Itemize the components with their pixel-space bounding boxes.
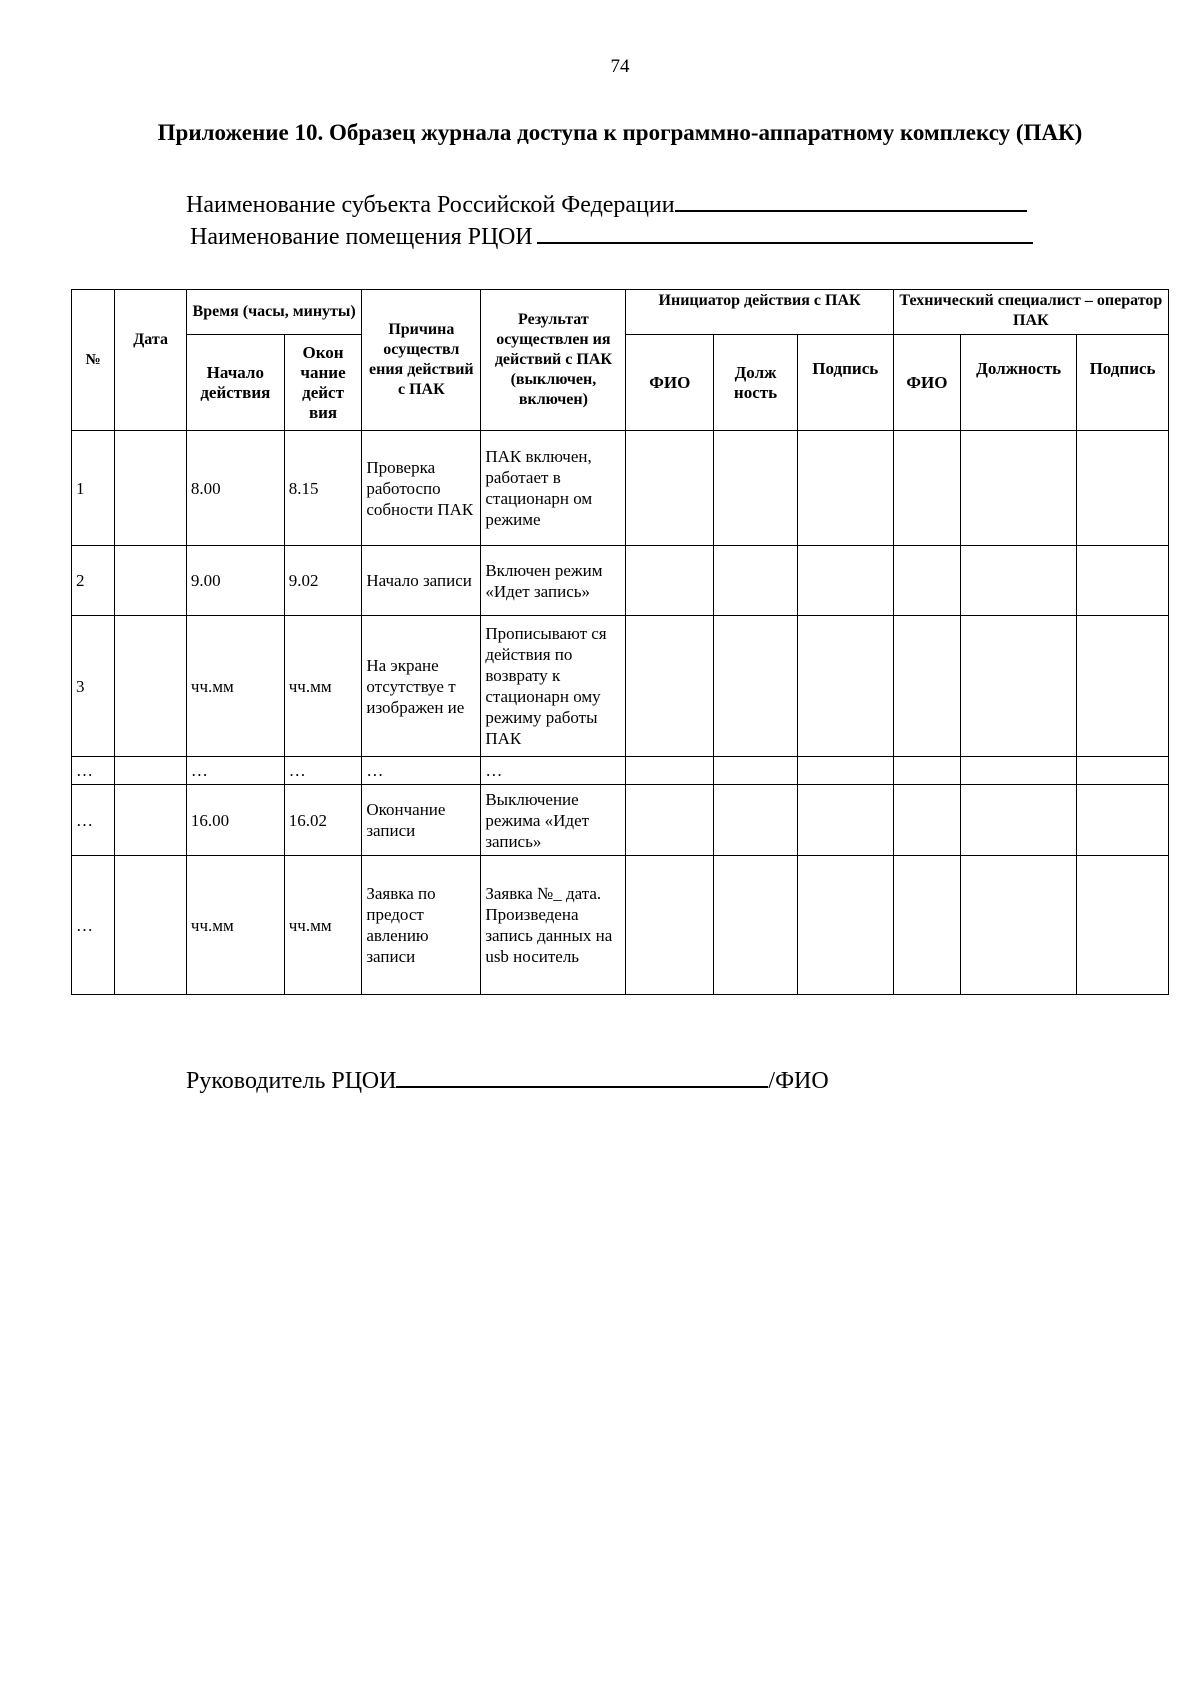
- header-initiator-group: Инициатор действия с ПАК: [626, 290, 893, 335]
- cell-tech-signature[interactable]: [1077, 785, 1169, 856]
- header-num: №: [72, 290, 115, 431]
- cell-init-signature[interactable]: [797, 757, 893, 785]
- room-label: Наименование помещения РЦОИ: [190, 224, 533, 250]
- header-tech-signature: Подпись: [1077, 335, 1169, 431]
- cell-init-position[interactable]: [714, 431, 798, 546]
- cell-init-position[interactable]: [714, 546, 798, 616]
- cell-end: чч.мм: [284, 856, 362, 995]
- header-result: Результат осуществлен ия действий с ПАК (выключен, включен): [481, 290, 626, 431]
- header-row-top: [72, 290, 1169, 335]
- cell-result: Заявка №_ дата. Произведена запись данных на usb носитель: [481, 856, 626, 995]
- header-init-position: Долж ность: [714, 335, 798, 431]
- cell-reason: Заявка по предост авлению записи: [362, 856, 481, 995]
- cell-reason: На экране отсутствуе т изображен ие: [362, 616, 481, 757]
- cell-num: 1: [72, 431, 115, 546]
- cell-result: …: [481, 757, 626, 785]
- cell-init-fio[interactable]: [626, 757, 714, 785]
- cell-tech-position[interactable]: [961, 757, 1077, 785]
- cell-date[interactable]: [115, 785, 187, 856]
- room-blank-line[interactable]: [537, 222, 1033, 244]
- table-row: [72, 431, 1169, 546]
- cell-end: 16.02: [284, 785, 362, 856]
- cell-date[interactable]: [115, 431, 187, 546]
- header-time-group: Время (часы, минуты): [186, 290, 361, 335]
- subject-label: Наименование субъекта Российской Федерации: [186, 192, 675, 218]
- cell-tech-signature[interactable]: [1077, 546, 1169, 616]
- table-row: [72, 546, 1169, 616]
- cell-tech-position[interactable]: [961, 785, 1077, 856]
- header-init-signature: Подпись: [797, 335, 893, 431]
- cell-tech-position[interactable]: [961, 546, 1077, 616]
- cell-init-signature[interactable]: [797, 546, 893, 616]
- cell-tech-fio[interactable]: [893, 856, 961, 995]
- cell-tech-fio[interactable]: [893, 757, 961, 785]
- cell-init-fio[interactable]: [626, 431, 714, 546]
- cell-end: 9.02: [284, 546, 362, 616]
- cell-init-signature[interactable]: [797, 616, 893, 757]
- cell-start: 16.00: [186, 785, 284, 856]
- cell-date[interactable]: [115, 757, 187, 785]
- cell-reason: Проверка работоспо собности ПАК: [362, 431, 481, 546]
- header-tech-group: Технический специалист – оператор ПАК: [893, 290, 1168, 335]
- cell-init-position[interactable]: [714, 856, 798, 995]
- header-tech-position: Должность: [961, 335, 1077, 431]
- head-signature-line: [186, 1066, 829, 1095]
- header-reason: Причина осуществл ения действий с ПАК: [362, 290, 481, 431]
- cell-init-signature[interactable]: [797, 856, 893, 995]
- cell-date[interactable]: [115, 546, 187, 616]
- cell-date[interactable]: [115, 856, 187, 995]
- cell-num: …: [72, 785, 115, 856]
- cell-tech-position[interactable]: [961, 856, 1077, 995]
- page-number: 74: [610, 56, 630, 77]
- cell-start: чч.мм: [186, 616, 284, 757]
- cell-result: Прописывают ся действия по возврату к стационарн ому режиму работы ПАК: [481, 616, 626, 757]
- cell-tech-signature[interactable]: [1077, 431, 1169, 546]
- cell-tech-fio[interactable]: [893, 785, 961, 856]
- head-signature-blank[interactable]: [396, 1066, 768, 1088]
- cell-date[interactable]: [115, 616, 187, 757]
- header-date: Дата: [115, 290, 187, 431]
- cell-init-position[interactable]: [714, 785, 798, 856]
- cell-init-position[interactable]: [714, 757, 798, 785]
- header-init-fio: ФИО: [626, 335, 714, 431]
- cell-start: 8.00: [186, 431, 284, 546]
- document-title: Приложение 10. Образец журнала доступа к программно-аппаратному комплексу (ПАК): [157, 120, 1083, 145]
- cell-end: 8.15: [284, 431, 362, 546]
- cell-end: чч.мм: [284, 616, 362, 757]
- cell-tech-signature[interactable]: [1077, 616, 1169, 757]
- cell-num: 3: [72, 616, 115, 757]
- cell-init-signature[interactable]: [797, 785, 893, 856]
- cell-tech-signature[interactable]: [1077, 757, 1169, 785]
- cell-start: чч.мм: [186, 856, 284, 995]
- table-row: [72, 856, 1169, 995]
- cell-num: …: [72, 757, 115, 785]
- cell-tech-signature[interactable]: [1077, 856, 1169, 995]
- cell-init-fio[interactable]: [626, 616, 714, 757]
- access-journal-table: [71, 289, 1169, 995]
- cell-num: …: [72, 856, 115, 995]
- cell-reason: Окончание записи: [362, 785, 481, 856]
- cell-result: ПАК включен, работает в стационарн ом режиме: [481, 431, 626, 546]
- cell-start: 9.00: [186, 546, 284, 616]
- subject-blank-line[interactable]: [675, 190, 1027, 212]
- table-row: [72, 757, 1169, 785]
- cell-init-fio[interactable]: [626, 785, 714, 856]
- cell-tech-fio[interactable]: [893, 546, 961, 616]
- cell-init-fio[interactable]: [626, 546, 714, 616]
- header-start: Начало действия: [186, 335, 284, 431]
- cell-result: Включен режим «Идет запись»: [481, 546, 626, 616]
- table-row: [72, 616, 1169, 757]
- head-signature-label: Руководитель РЦОИ: [186, 1068, 397, 1094]
- cell-tech-fio[interactable]: [893, 431, 961, 546]
- cell-tech-position[interactable]: [961, 431, 1077, 546]
- cell-init-fio[interactable]: [626, 856, 714, 995]
- cell-end: …: [284, 757, 362, 785]
- subject-field: [186, 190, 1027, 219]
- header-tech-fio: ФИО: [893, 335, 961, 431]
- cell-result: Выключение режима «Идет запись»: [481, 785, 626, 856]
- cell-num: 2: [72, 546, 115, 616]
- cell-start: …: [186, 757, 284, 785]
- cell-init-position[interactable]: [714, 616, 798, 757]
- table-row: [72, 785, 1169, 856]
- cell-tech-position[interactable]: [961, 616, 1077, 757]
- head-signature-suffix: /ФИО: [768, 1068, 829, 1094]
- cell-tech-fio[interactable]: [893, 616, 961, 757]
- cell-reason: Начало записи: [362, 546, 481, 616]
- room-field: [190, 222, 1033, 251]
- cell-init-signature[interactable]: [797, 431, 893, 546]
- header-end: Окон чание дейст вия: [284, 335, 362, 431]
- cell-reason: …: [362, 757, 481, 785]
